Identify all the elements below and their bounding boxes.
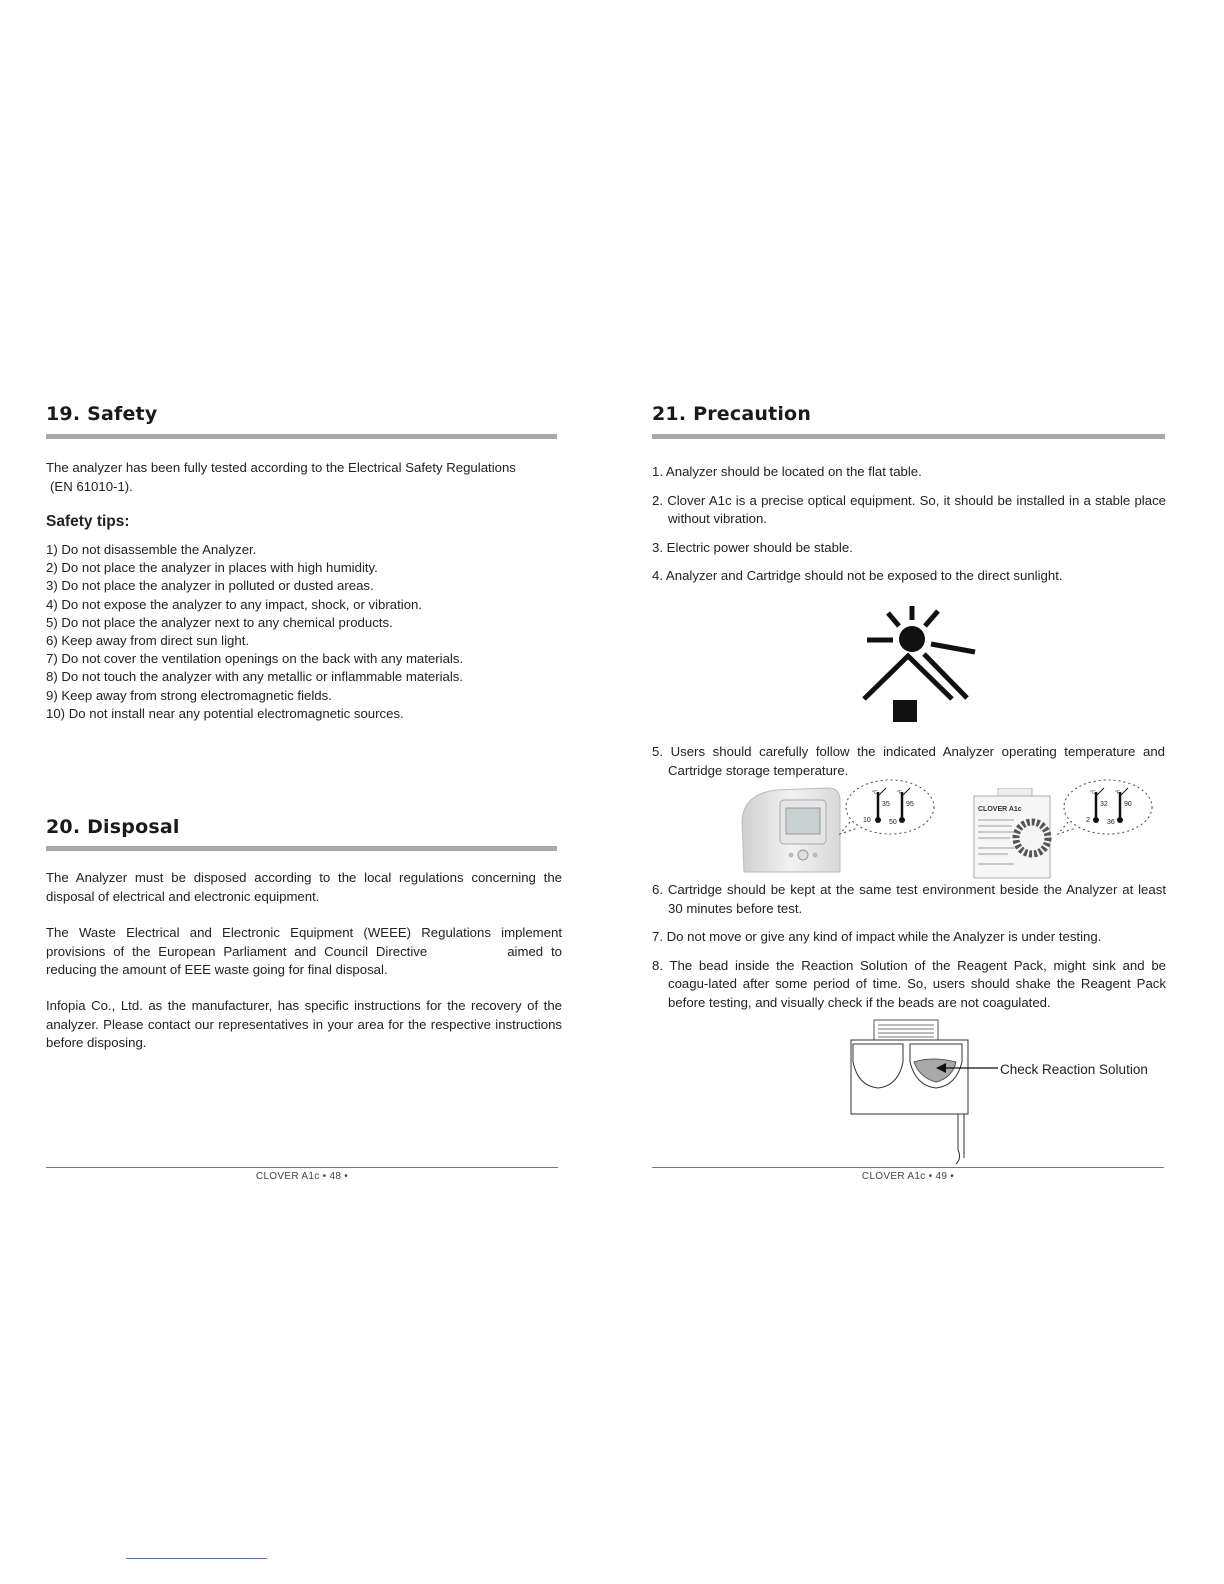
disposal-paragraph-3: Infopia Co., Ltd. as the manufacturer, has specific instructions for the recovery of the analyzer. Please contact our representatives in your area for the respective instructions before disposing. xyxy=(46,998,562,1050)
precaution-title: 21. Precaution xyxy=(652,403,812,425)
safety-tip: 5) Do not place the analyzer next to any chemical products. xyxy=(46,614,393,630)
cartridge-high-f: 90 xyxy=(1124,801,1132,808)
safety-tips-heading: Safety tips: xyxy=(46,513,130,530)
disposal-title-rule xyxy=(46,846,557,851)
page-footer: CLOVER A1c • 48 • xyxy=(255,1171,349,1182)
precaution-item: 2. Clover A1c is a precise optical equipment. So, it should be installed in a stable place without vibration. xyxy=(652,492,1166,526)
safety-tip: 8) Do not touch the analyzer with any metallic or inflammable materials. xyxy=(46,669,464,685)
cartridge-temperature-bubble xyxy=(1056,778,1156,840)
cartridge-high-c: 32 xyxy=(1100,801,1108,808)
safety-tip: 10) Do not install near any potential electromagnetic sources. xyxy=(46,705,404,721)
precaution-list-a xyxy=(652,463,1166,586)
safety-tip: 3) Do not place the analyzer in polluted or dusted areas. xyxy=(46,578,374,594)
safety-tip: 6) Keep away from direct sun light. xyxy=(46,633,250,649)
precaution-list-b xyxy=(652,881,1166,1012)
no-sunlight-icon xyxy=(862,604,982,726)
safety-title: 19. Safety xyxy=(46,403,158,425)
disposal-paragraph-2b: aimed to reducing the amount of EEE waste going for final disposal. xyxy=(46,943,562,977)
precaution-item: 1. Analyzer should be located on the flat table. xyxy=(652,464,922,479)
safety-tips-list xyxy=(46,541,463,723)
precaution-item: 6. Cartridge should be kept at the same test environment beside the Analyzer at least 30 minutes before test. xyxy=(652,882,1166,916)
left-page xyxy=(46,0,566,1584)
cartridge-brand-label: CLOVER A1c xyxy=(978,806,1022,813)
cartridge-unit-c: °C xyxy=(1090,790,1096,796)
analyzer-unit-f: °F xyxy=(897,790,903,796)
analyzer-high-c: 35 xyxy=(882,801,890,808)
check-reaction-solution-label: Check Reaction Solution xyxy=(1000,1062,1148,1077)
reagent-pack-image xyxy=(848,1018,978,1166)
safety-tip: 4) Do not expose the analyzer to any impact, shock, or vibration. xyxy=(46,596,423,612)
callout-arrow-icon xyxy=(936,1060,1000,1076)
footer-rule xyxy=(46,1167,558,1168)
page-footer: CLOVER A1c • 49 • xyxy=(861,1171,955,1182)
analyzer-temperature-bubble xyxy=(838,778,938,840)
analyzer-low-c: 10 xyxy=(863,817,871,824)
bottom-link-underline xyxy=(126,1558,267,1559)
analyzer-unit-c: °C xyxy=(872,790,878,796)
analyzer-high-f: 95 xyxy=(906,801,914,808)
precaution-item: 8. The bead inside the Reaction Solution of the Reagent Pack, might sink and be coagu-lated after some period of time. So, users should shake the Reagent Pack before testing, and visually check if the beads are not coagulated. xyxy=(652,957,1166,1010)
right-page xyxy=(652,0,1172,1584)
disposal-paragraph-2a: The Waste Electrical and Electronic Equipment (WEEE) Regulations implement provisions of the European Parliament and Council Directive xyxy=(46,925,562,959)
footer-rule xyxy=(652,1167,1164,1168)
disposal-title: 20. Disposal xyxy=(46,816,180,838)
safety-tip: 1) Do not disassemble the Analyzer. xyxy=(46,542,257,557)
precaution-title-rule xyxy=(652,434,1165,439)
safety-intro xyxy=(46,459,566,496)
cartridge-unit-f: °F xyxy=(1115,790,1121,796)
precaution-item-5: 5. Users should carefully follow the indicated Analyzer operating temperature and Cartridge storage temperature. xyxy=(652,744,1165,778)
precaution-item: 3. Electric power should be stable. xyxy=(652,539,853,555)
safety-intro-line2: (EN 61010-1). xyxy=(50,478,133,494)
safety-title-rule xyxy=(46,434,557,439)
safety-tip: 2) Do not place the analyzer in places with high humidity. xyxy=(46,560,378,576)
safety-tip: 7) Do not cover the ventilation openings on the back with any materials. xyxy=(46,651,464,667)
safety-intro-line1: The analyzer has been fully tested according to the Electrical Safety Regulations xyxy=(46,460,516,475)
precaution-item: 4. Analyzer and Cartridge should not be exposed to the direct sunlight. xyxy=(652,568,1063,583)
disposal-paragraph-1: The Analyzer must be disposed according to the local regulations concerning the disposal of electrical and electronic equipment. xyxy=(46,870,562,904)
cartridge-box-image xyxy=(972,788,1056,880)
cartridge-low-f: 36 xyxy=(1107,819,1115,826)
safety-tip: 9) Keep away from strong electromagnetic fields. xyxy=(46,687,332,703)
analyzer-low-f: 50 xyxy=(889,819,897,826)
precaution-item: 7. Do not move or give any kind of impact while the Analyzer is under testing. xyxy=(652,929,1102,944)
disposal-paragraph-2 xyxy=(46,924,562,980)
cartridge-low-c: 2 xyxy=(1086,817,1090,824)
